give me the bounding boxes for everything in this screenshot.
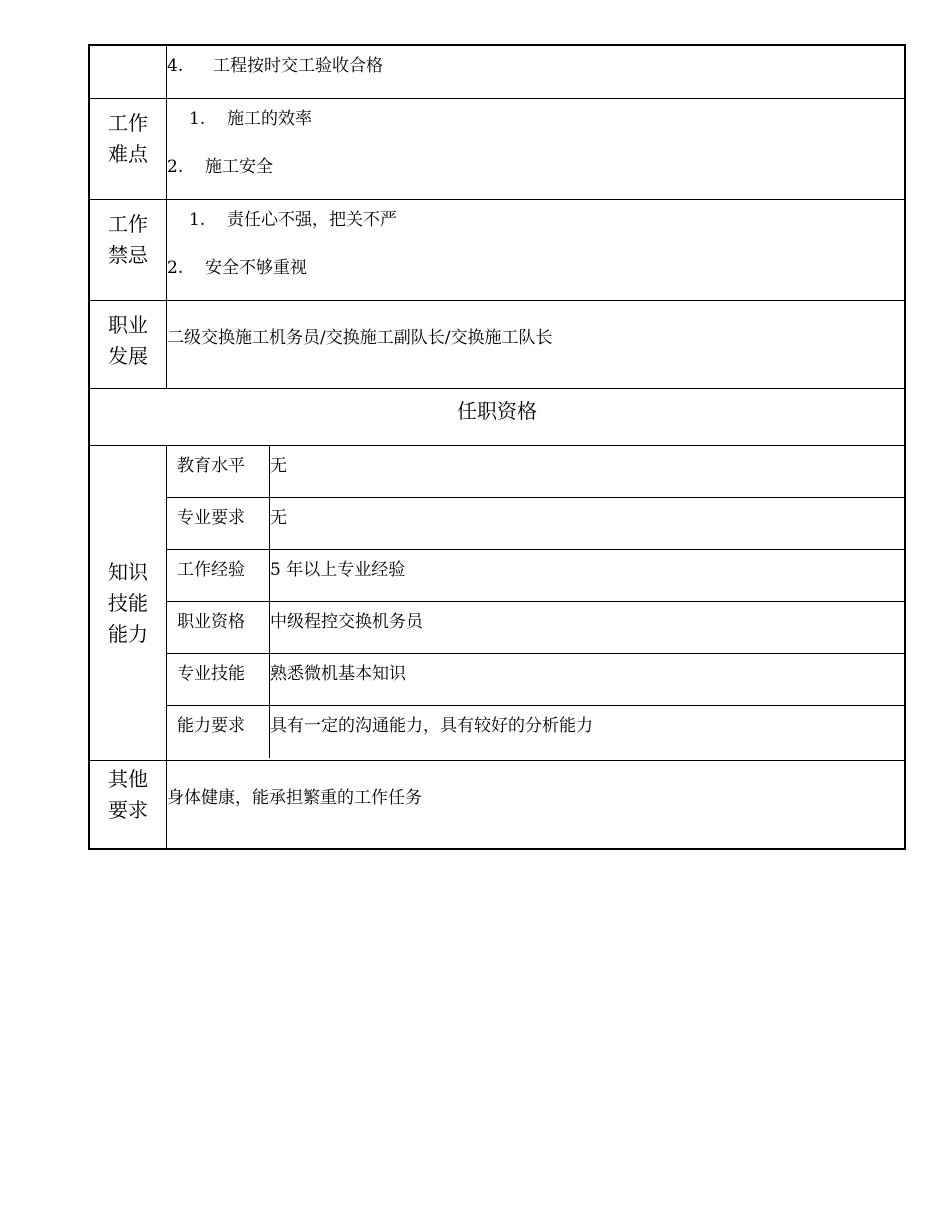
sub-label: 专业要求 [167,498,270,549]
list-text: 施工的效率 [227,109,312,129]
sub-label: 能力要求 [167,706,270,758]
table-row-other-requirements [90,761,904,848]
list-item [189,205,397,230]
subtable-row [167,498,904,550]
row-label: 工作难点 [90,99,167,199]
list-number: 1. [189,210,206,230]
sub-value: 具有一定的沟通能力，具有较好的分析能力 [270,716,593,736]
sub-value: 熟悉微机基本知识 [270,664,406,684]
sub-value: 无 [270,508,287,528]
row-label: 知识技能能力 [90,446,167,760]
list-item [167,152,273,177]
row-content [167,46,904,98]
sub-value: 5 年以上专业经验 [270,560,406,580]
list-number: 1. [189,109,206,129]
subtable-row [167,446,904,498]
sub-label: 教育水平 [167,446,270,497]
sub-label: 职业资格 [167,602,270,653]
subtable-row [167,654,904,706]
row-label: 工作禁忌 [90,200,167,300]
list-item [167,253,307,278]
row-label: 其他要求 [90,761,167,848]
section-title: 任职资格 [457,399,537,423]
table-row-knowledge [90,446,904,761]
table-row-taboos [90,200,904,301]
list-text: 施工安全 [205,157,273,177]
list-text: 安全不够重视 [205,258,307,278]
row-content [167,301,904,388]
sub-label: 工作经验 [167,550,270,601]
list-number: 4. [167,56,184,76]
section-header-row [90,389,904,446]
list-text: 责任心不强，把关不严 [227,210,397,230]
row-content [167,761,904,848]
list-item [167,51,383,76]
row-content [167,99,904,199]
row-label-empty [90,46,167,98]
subtable-row [167,602,904,654]
row-label: 职业发展 [90,301,167,388]
knowledge-subtable [167,446,904,760]
list-item [189,104,312,129]
sub-value: 中级程控交换机务员 [270,612,423,632]
subtable-row [167,550,904,602]
table-row-difficulties [90,99,904,200]
table-row-career [90,301,904,389]
list-number: 2. [167,258,184,278]
list-number: 2. [167,157,184,177]
row-content [167,200,904,300]
subtable-row [167,706,904,758]
table-row-responsibility-continued [90,46,904,99]
career-path-text: 二级交换施工机务员/交换施工副队长/交换施工队长 [167,328,553,348]
sub-value: 无 [270,456,287,476]
job-description-table [88,44,906,850]
other-requirements-text: 身体健康，能承担繁重的工作任务 [167,788,422,808]
list-text: 工程按时交工验收合格 [213,56,383,76]
sub-label: 专业技能 [167,654,270,705]
